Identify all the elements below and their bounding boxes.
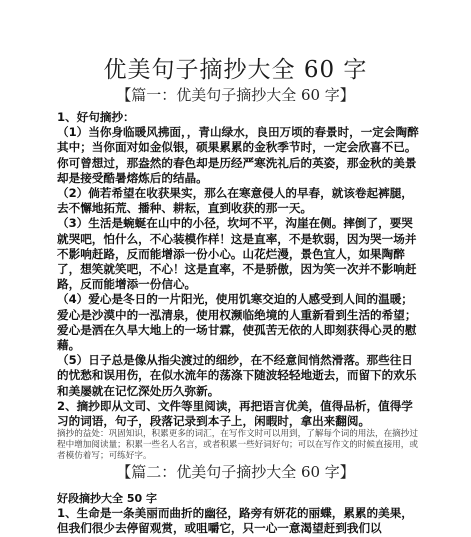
section-2-subheading: 好段摘抄大全 50 字 (57, 492, 157, 505)
section-2-heading: 【篇二：优美句子摘抄大全 60 字】 (116, 463, 355, 481)
document-title: 优美句子摘抄大全 60 字 (103, 57, 368, 83)
paragraph-2: （2）倘若希望在收获果实，那么在寒意侵人的早春，就该卷起裤腿，去不懈地拓荒、播种、耕耘，直到收获的那一天。 (57, 186, 413, 216)
section-1-body (57, 110, 420, 462)
paragraph-5: （5）日子总是像从指尖渡过的细纱，在不经意间悄然滑落。那些往日的忧愁和误用伤，在似水流年的荡涤下随波轻轻地逝去，而留下的欢乐和美屡就在记忆深处历久弥新。 (57, 353, 417, 398)
paragraph-6: 2、摘抄即从文司、文件等里阅读，再把语言优美，值得品析，值得学习的词语，句子，段落记录到本子上，闲暇时，拿出来翻阅。 (57, 398, 413, 429)
section-2-paragraph-1: 1、生命是一条美丽而曲折的幽径，路旁有妍花的丽蝶，累累的美果，但我们很少去停留观赏，或咀嚼它，只一心一意渴望赶到我们以 (57, 506, 413, 536)
section-2-body (57, 491, 420, 537)
section-1-intro: 1、好句摘抄： (57, 110, 135, 124)
paragraph-3: （3）生活是蜿蜒在山中的小径，坎坷不平，沟崖在侧。摔倒了，要哭就哭吧，怕什么，不心装模作样！这是直率，不是软弱，因为哭一场并不影响赶路，反而能增添一份小心。山花烂漫，景色宜人，如果陶醉了，想笑就笑吧，不心！这是直率，不是骄傲，因为笑一次并不影响赶路，反而能增添一份信心。 (57, 216, 417, 292)
benefit-note: 摘抄的益处：巩固知识，积累更多的词汇，在写作文时可以用到，了解每个词的用法，在摘抄过程中增加阅读量；积累一些名人名言，或者积累一些好词好句；可以在写作文的时候直接用，或者模仿着写；可练好字。 (57, 429, 418, 462)
section-1-heading: 【篇一：优美句子摘抄大全 60 字】 (116, 86, 355, 104)
paragraph-4: （4）爱心是冬日的一片阳光，使用饥寒交迫的人感受到人间的温暖；爱心是沙漠中的一泓清泉，使用权濒临绝境的人重新看到生活的希望；爱心是洒在久旱大地上的一场甘霖，使孤苦无依的人即刻获得心灵的慰藉。 (57, 292, 417, 353)
paragraph-1: （1）当你身临暖风拂面，，青山绿水，良田万顷的春景时，一定会陶醉其中；当你面对如金似银，硕果累累的金秋季节时，一定会欣喜不已。你可曾想过，那盎然的春色却是历经严寒洗礼后的英姿，那金秋的美景却是接受酷暑熔炼后的结晶。 (57, 125, 419, 185)
